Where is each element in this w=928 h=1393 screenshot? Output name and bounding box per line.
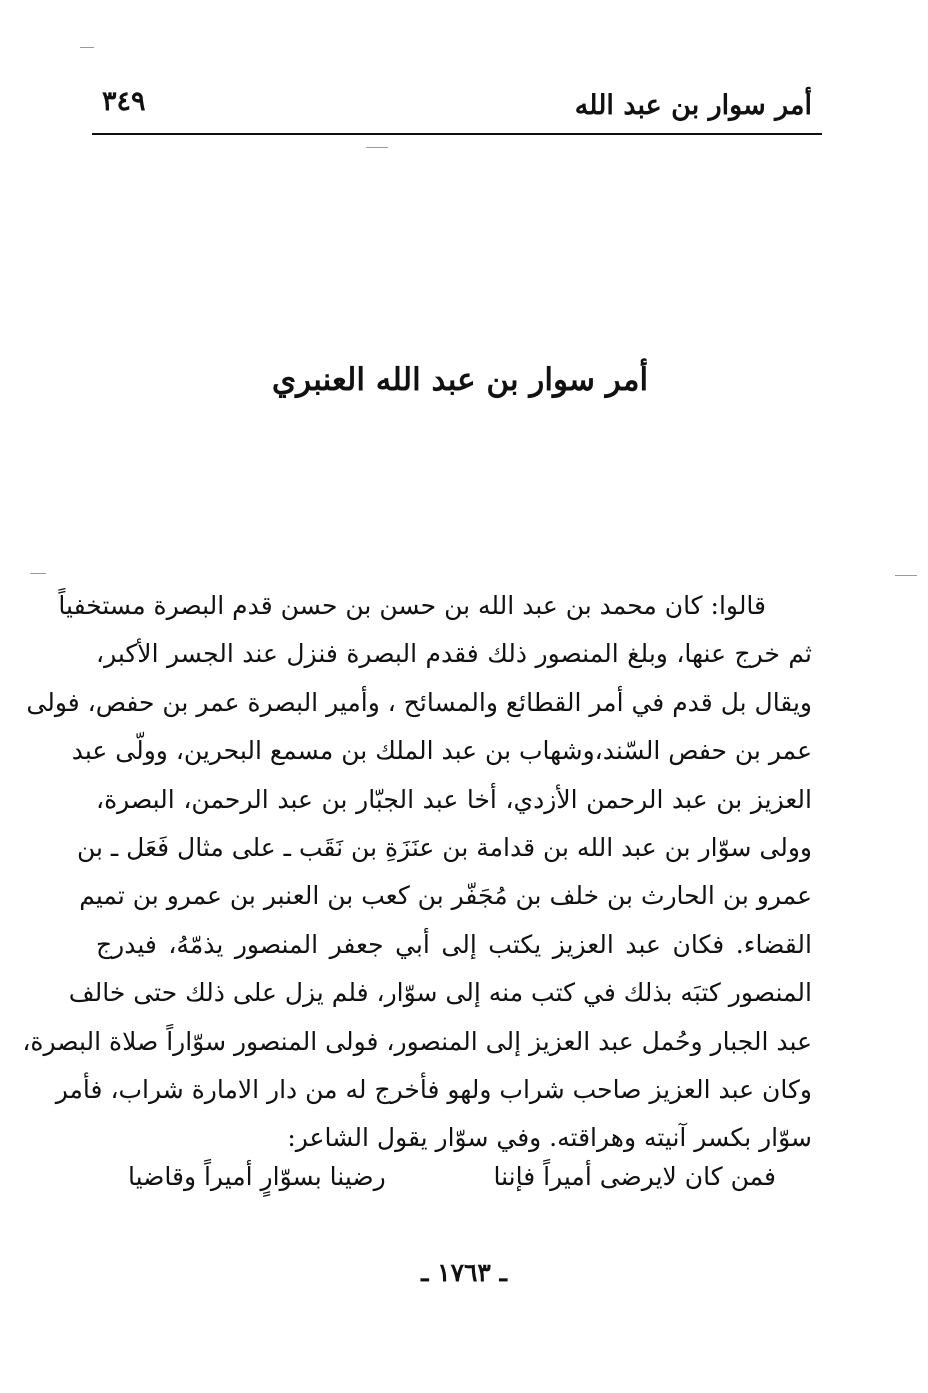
page-number-bottom: ـ ١٧٦٣ ـ: [421, 1258, 507, 1287]
body-line: وكان عبد العزيز صاحب شراب ولهو فأخرج له من دار الامارة شراب، فأمر: [55, 1074, 812, 1104]
chapter-title: أمر سوار بن عبد الله العنبري: [271, 362, 649, 398]
header-rule: [92, 133, 822, 135]
body-line: عمر بن حفص السّند،وشهاب بن عبد الملك بن مسمع البحرين، وولّى عبد: [71, 736, 812, 766]
verse-second-hemistich: رضينا بسوّارٍ أميراً وقاضيا: [128, 1162, 386, 1191]
body-line: عمرو بن الحارث بن خلف بن مُجَفّر بن كعب بن العنبر بن عمرو بن تميم: [79, 881, 812, 911]
body-text: [22, 582, 812, 1163]
body-line: عبد الجبار وحُمل عبد العزيز إلى المنصور، فولى المنصور سوّاراً صلاة البصرة،: [22, 1026, 812, 1056]
page-number-top: ٣٤٩: [102, 86, 146, 117]
verse-first-hemistich: فمن كان لايرضى أميراً فإننا: [493, 1162, 776, 1191]
scan-artifact-line: [895, 575, 917, 576]
body-line: قالوا: كان محمد بن عبد الله بن حسن بن حسن قدم البصرة مستخفياً: [58, 591, 766, 620]
body-line: القضاء. فكان عبد العزيز يكتب إلى أبي جعفر المنصور يذمّهُ، فيدرج: [96, 929, 812, 959]
body-line: ويقال بل قدم في أمر القطائع والمسائح ، وأمير البصرة عمر بن حفص، فولى: [26, 687, 812, 717]
scan-artifact-line: [366, 147, 388, 148]
running-title: أمر سوار بن عبد الله: [574, 90, 812, 121]
scan-artifact-line: [80, 47, 94, 48]
body-line: ثم خرج عنها، وبلغ المنصور ذلك فقدم البصرة فنزل عند الجسر الأكبر،: [96, 639, 812, 669]
body-line: سوّار بكسر آنيته وهراقته. وفي سوّار يقول الشاعر:: [287, 1123, 812, 1153]
body-line: وولى سوّار بن عبد الله بن قدامة بن عنَزَةِ بن نَقَب ـ على مثال فَعَل ـ بن: [76, 832, 812, 862]
poetry-verse: [128, 1162, 776, 1191]
body-line: المنصور كتبَه بذلك في كتب منه إلى سوّار، فلم يزل على ذلك حتى خالف: [68, 978, 812, 1008]
scan-artifact-line: [30, 573, 46, 574]
body-line: العزيز بن عبد الرحمن الأزدي، أخا عبد الجبّار بن عبد الرحمن، البصرة،: [96, 784, 812, 814]
page-header: [92, 80, 820, 132]
